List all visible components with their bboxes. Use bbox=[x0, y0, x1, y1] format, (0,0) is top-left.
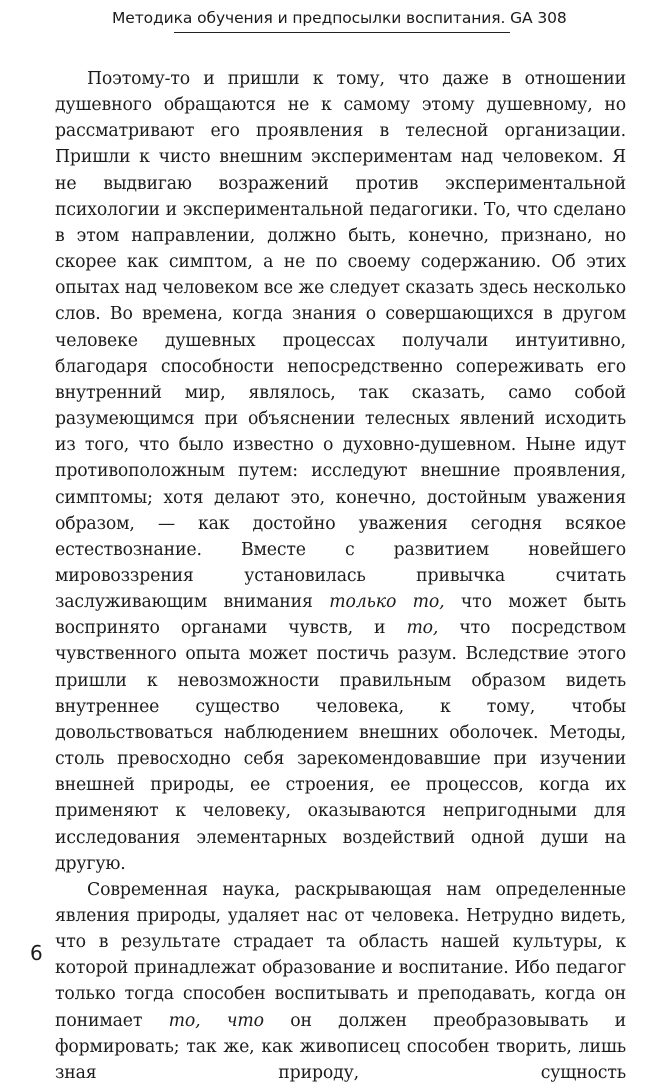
header-rule bbox=[174, 32, 510, 33]
running-header: Методика обучения и предпосылки воспитания. GA 308 bbox=[112, 9, 567, 27]
text-segment: что может быть воспринято органами чувств, и bbox=[55, 592, 626, 639]
paragraph-1 bbox=[55, 66, 626, 877]
text-segment: Современная наука, раскрывающая нам определенные явления природы, удаляет нас от человека. Нетрудно видеть, что в результате страдает та область нашей культуры, к которой принадлежат образование и воспитание. Ибо педагог только тогда способен воспитывать и преподавать, когда он понимает bbox=[55, 879, 626, 1031]
italic-segment: только то, bbox=[329, 592, 445, 613]
text-segment: что посредством чувственного опыта может постичь разум. Вследствие этого пришли к невозможности правильным образом видеть внутреннее существо человека, к тому, чтобы довольствоваться наблюдением внешних оболочек. Методы, столь превосходно себя зарекомендовавшие при изучении внешней природы, ее строения, ее процессов, когда их применяют к человеку, оказываются непригодными для исследования элементарных воздействий одной души на другую. bbox=[55, 618, 626, 874]
italic-segment: то, что bbox=[168, 1010, 264, 1031]
paragraph-2 bbox=[55, 877, 626, 1086]
body-text bbox=[55, 66, 626, 1086]
text-segment: Поэтому-то и пришли к тому, что даже в отношении душевного обращаются не к самому этому душевному, но рассматривают его проявления в телесной организации. Пришли к чисто внешним экспериментам над человеком. Я не выдвигаю возражений против экспериментальной психологии и экспериментальной педагогики. То, что сделано в этом направлении, должно быть, конечно, признано, но скорее как симптом, а не по своему содержанию. Об этих опытах над человеком все же следует сказать здесь несколько слов. Во времена, когда знания о совершающихся в другом человеке душевных процессах получали интуитивно, благодаря способности непосредственно сопереживать его внутренний мир, являлось, так сказать, само собой разумеющимся при объяснении телесных явлений исходить из того, что было известно о духовно-душевном. Ныне идут противоположным путем: исследуют внешние проявления, симптомы; хотя делают это, конечно, достойным уважения образом, — как достойно уважения сегодня всякое естествознание. Вместе с развитием новейшего мировоззрения установилась привычка считать заслуживающим внимания bbox=[55, 69, 626, 613]
text-segment: он должен преобразовывать и формировать; так же, как живописец способен творить, лишь зная природу, сущность bbox=[55, 1010, 626, 1083]
italic-segment: то, bbox=[406, 618, 439, 639]
page-number: 6 bbox=[30, 941, 43, 965]
